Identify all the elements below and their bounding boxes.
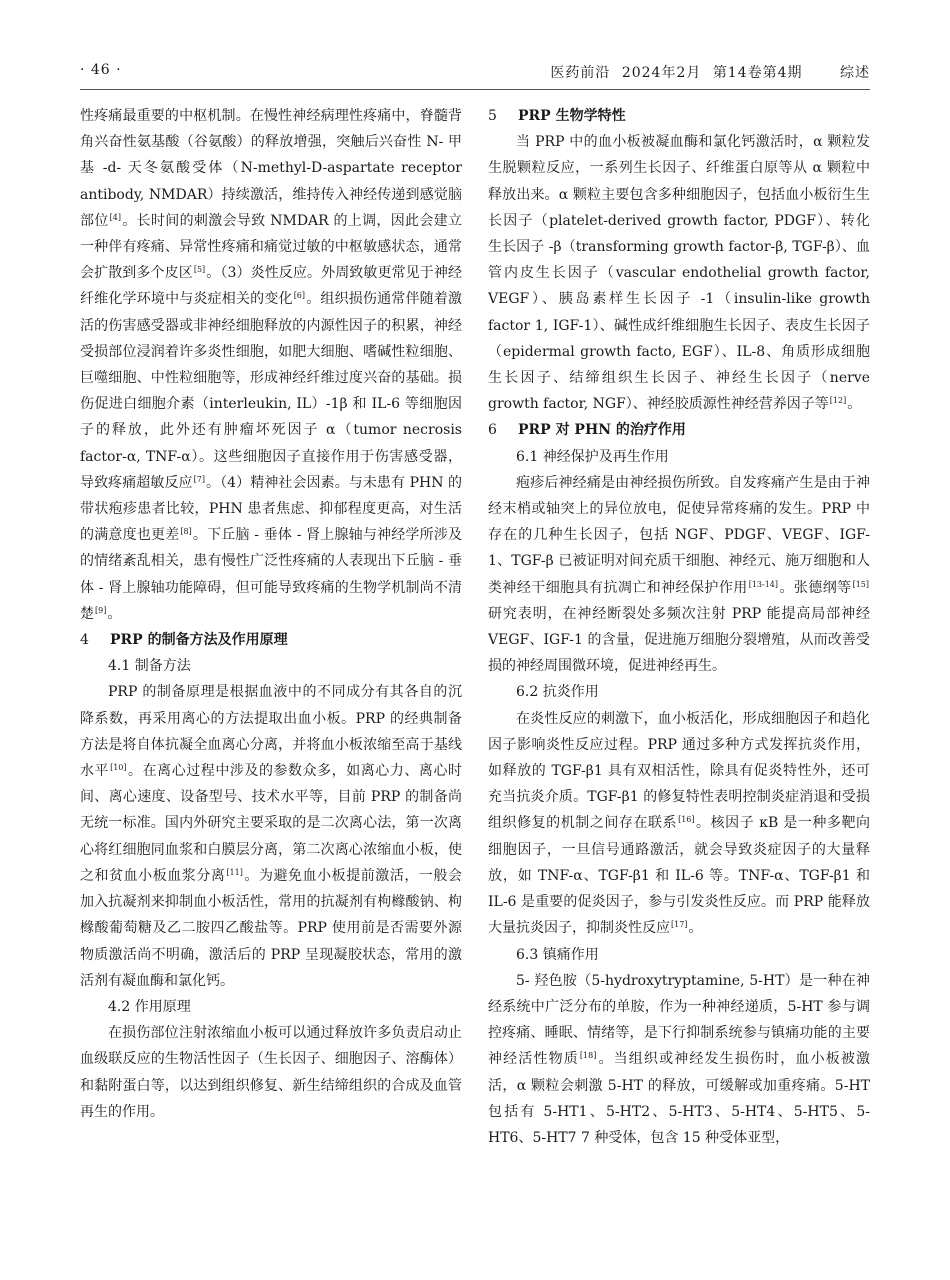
issue-volume: 第14卷第4期 [712, 65, 803, 81]
subsection-heading-6-3: 6.3 镇痛作用 [516, 946, 599, 963]
subsection-heading-4-2: 4.2 作用原理 [108, 998, 191, 1015]
left-column [80, 103, 462, 1125]
right-column [488, 103, 870, 1151]
section-number: 5 [488, 108, 497, 124]
issue-date: 2024年2月 [621, 65, 702, 81]
citation: [11] [226, 867, 243, 877]
journal-name: 医药前沿 [550, 65, 611, 81]
paragraph-analgesia: 5- 羟色胺（5-hydroxytryptamine, 5-HT）是一种在神经系统中广泛分布的单胺，作为一种神经递质，5-HT 参与调控疼痛、睡眠、情绪等，是下行抑制系统参与镇痛功能的主要神经活性物质[18]。当组织或神经发生损伤时，血小板被激活，α 颗粒会刺激 5-HT 的释放，可缓解或加重疼痛。5-HT 包括有 5-HT1、5-HT2、5-HT3、5-HT4、5-HT5、5-HT6、5-HT7 7 种受体，包含 15 种受体亚型， [488, 972, 871, 1146]
citation: [9] [95, 605, 107, 615]
section-label: 综述 [840, 65, 870, 81]
journal-info [544, 62, 870, 82]
citation: [12] [829, 396, 847, 406]
subsection-heading-6-1: 6.1 神经保护及再生作用 [516, 448, 669, 465]
section-number: 4 [80, 632, 89, 649]
citation: [7] [193, 474, 205, 484]
citation: [15] [852, 579, 870, 589]
section-number: 6 [488, 422, 497, 439]
paragraph-neuroprotection: 疱疹后神经痛是由神经损伤所致。自发疼痛产生是由于神经末梢或轴突上的异位放电，促使异常疼痛的发生。PRP 中存在的几种生长因子，包括 NGF、PDGF、VEGF、IGF-1、TGF-β 已被证明对间充质干细胞、神经元、施万细胞和人类神经干细胞具有抗凋亡和神经保护作用[13-14]。张德纲等[15]研究表明，在神经断裂处多频次注射 PRP 能提高局部神经 VEGF、IGF-1 的含量，促进施万细胞分裂增殖，从而改善受损的神经周围微环境，促进神经再生。 [488, 474, 870, 675]
citation: [8] [180, 527, 192, 537]
citation: [5] [193, 265, 206, 275]
section-title: PRP 对 PHN 的治疗作用 [518, 422, 686, 439]
subsection-heading-4-1: 4.1 制备方法 [108, 658, 191, 675]
section-heading-4 [80, 627, 462, 653]
section-heading-6 [488, 417, 870, 443]
paragraph-principle: 在损伤部位注射浓缩血小板可以通过释放许多负责启动止血级联反应的生物活性因子（生长因子、细胞因子、溶酶体）和黏附蛋白等，以达到组织修复、新生结缔组织的合成及血管再生的作用。 [80, 1025, 462, 1120]
subsection-heading-6-2: 6.2 抗炎作用 [516, 684, 599, 701]
citation: [17] [671, 920, 688, 930]
citation: [6] [293, 291, 306, 301]
citation: [13-14] [748, 579, 779, 589]
paragraph-biology: 当 PRP 中的血小板被凝血酶和氯化钙激活时，α 颗粒发生脱颗粒反应，一系列生长因子、纤维蛋白原等从 α 颗粒中释放出来。α 颗粒主要包含多种细胞因子，包括血小板衍生生长因子（platelet-derived growth factor, PDGF）、转化生长因子 -β（transforming growth factor-β, TGF-β）、血管内皮生长因子（vascular endothelial growth factor, VEGF）、胰岛素样生长因子 -1（insulin-like growth factor 1, IGF-1）、碱性成纤维细胞生长因子、表皮生长因子（epidermal growth facto, EGF）、IL-8、角质形成细胞生长因子、结缔组织生长因子、神经生长因子（nerve growth factor, NGF）、神经胶质源性神经营养因子等[12]。 [488, 134, 870, 413]
page-number: · 46 · [80, 62, 122, 78]
citation: [4] [109, 212, 121, 222]
citation: [16] [678, 815, 695, 825]
paragraph-mechanisms: 性疼痛最重要的中枢机制。在慢性神经病理性疼痛中，脊髓背角兴奋性氨基酸（谷氨酸）的释放增强，突触后兴奋性 N- 甲基 -d- 天冬氨酸受体（N-methyl-D-aspartate receptor antibody, NMDAR）持续激活，维持传入神经传递到感觉脑部位[4]。长时间的刺激会导致 NMDAR 的上调，因此会建立一种伴有疼痛、异常性疼痛和痛觉过敏的中枢敏感状态，通常会扩散到多个皮区[5]。（3）炎性反应。外周致敏更常见于神经纤维化学环境中与炎症相关的变化[6]。组织损伤通常伴随着激活的伤害感受器或非神经细胞释放的内源性因子的积累，神经受损部位浸润着许多炎性细胞，如肥大细胞、嗜碱性粒细胞、巨噬细胞、中性粒细胞等，形成神经纤维过度兴奋的基础。损伤促进白细胞介素（interleukin, IL）-1β 和 IL-6 等细胞因子的释放，此外还有肿瘤坏死因子 α（tumor necrosis factor-α, TNF-α）。这些细胞因子直接作用于伤害感受器，导致疼痛超敏反应[7]。（4）精神社会因素。与未患有 PHN 的带状疱疹患者比较，PHN 患者焦虑、抑郁程度更高，对生活的满意度也更差[8]。下丘脑 - 垂体 - 肾上腺轴与神经学所涉及的情绪紊乱相关，患有慢性广泛性疼痛的人表现出下丘脑 - 垂体 - 肾上腺轴功能障碍，但可能导致疼痛的生物学机制尚不清楚[9]。 [80, 108, 463, 622]
paragraph-preparation: PRP 的制备原理是根据血液中的不同成分有其各自的沉降系数，再采用离心的方法提取出血小板。PRP 的经典制备方法是将自体抗凝全血离心分离，并将血小板浓缩至高于基线水平[10]。在离心过程中涉及的参数众多，如离心力、离心时间、离心速度、设备型号、技术水平等，目前 PRP 的制备尚无统一标准。国内外研究主要采取的是二次离心法，第一次离心将红细胞同血浆和白膜层分离，第二次离心浓缩血小板，使之和贫血小板血浆分离[11]。为避免血小板提前激活，一般会加入抗凝剂来抑制血小板活性，常用的抗凝剂有枸橼酸钠、枸橼酸葡萄糖及乙二胺四乙酸盐等。PRP 使用前是否需要外源物质激活尚不明确，激活后的 PRP 呈现凝胶状态，常用的激活剂有凝血酶和氯化钙。 [80, 684, 463, 989]
citation: [10] [110, 763, 127, 773]
section-heading-5 [488, 103, 870, 129]
paragraph-anti-inflammation: 在炎性反应的刺激下，血小板活化，形成细胞因子和趋化因子影响炎性反应过程。PRP 通过多种方式发挥抗炎作用，如释放的 TGF-β1 具有双相活性，除具有促炎特性外，还可充当抗炎介质。TGF-β1 的修复特性表明控制炎症消退和受损组织修复的机制之间存在联系[16]。核因子 κB 是一种多靶向细胞因子，一旦信号通路激活，就会导致炎症因子的大量释放，如 TNF-α、TGF-β1 和 IL-6 等。TNF-α、TGF-β1 和 IL-6 是重要的促炎因子，参与引发炎性反应。而 PRP 能释放大量抗炎因子，抑制炎性反应[17]。 [488, 710, 870, 937]
header-divider [80, 89, 870, 90]
page-header [80, 62, 870, 84]
citation: [18] [579, 1051, 597, 1061]
section-title: PRP 的制备方法及作用原理 [110, 632, 288, 649]
section-title: PRP 生物学特性 [518, 108, 626, 124]
